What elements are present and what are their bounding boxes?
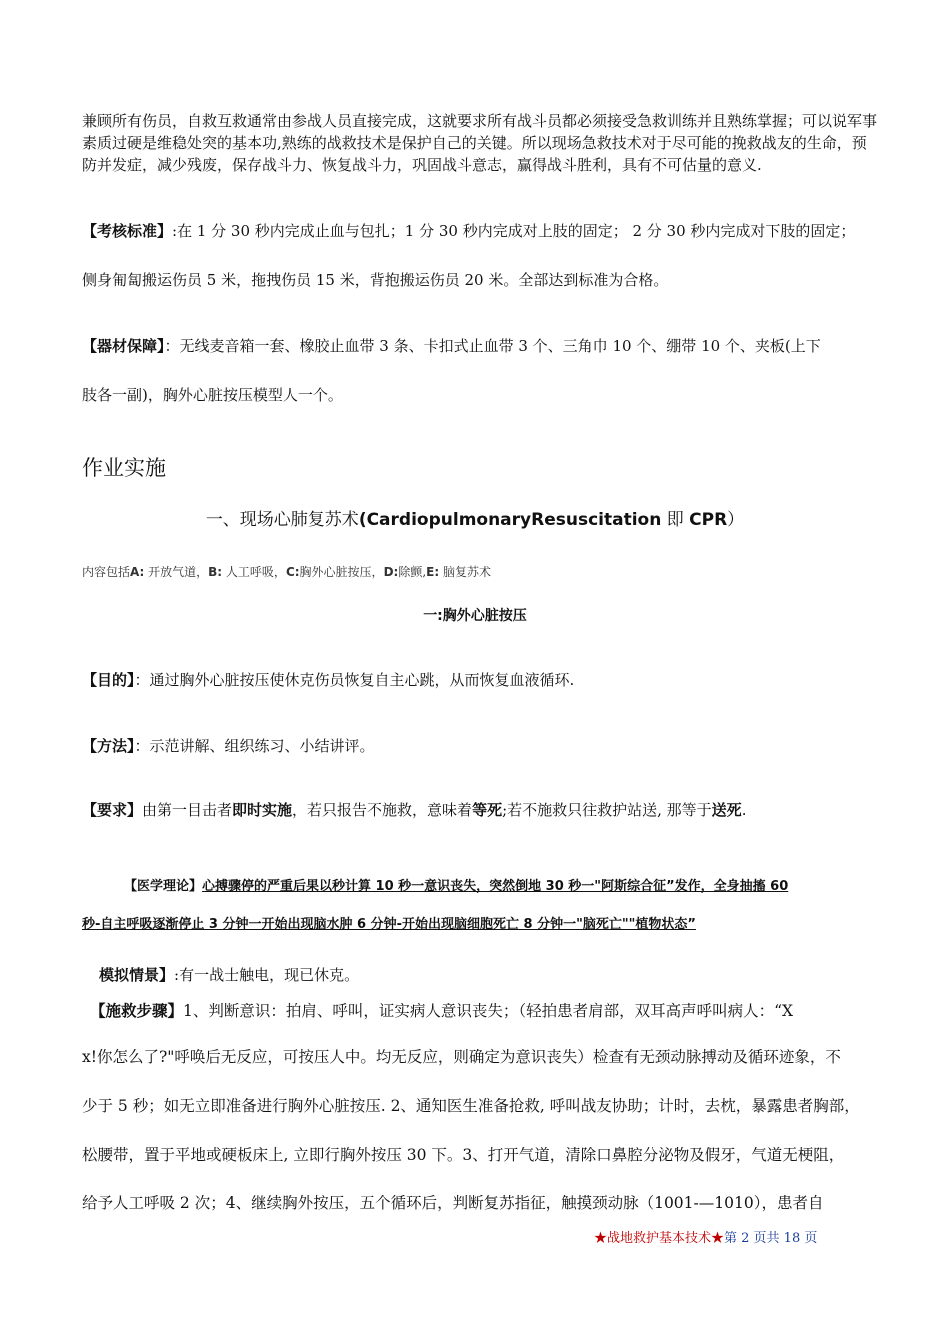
contents-d-text: 除颤, <box>398 565 427 579</box>
page-footer <box>594 1227 817 1246</box>
requirement-text-1: 由第一目击者 <box>142 801 233 819</box>
requirement-bold-2: 等死 <box>472 801 503 819</box>
scenario-label: 模拟情景】 <box>99 966 175 984</box>
contents-a-text: 开放气道， <box>144 565 209 579</box>
requirement-text-4: . <box>741 801 747 819</box>
contents-c: C: <box>285 565 300 579</box>
equipment-label: 【器材保障】 <box>82 337 165 355</box>
cpr-title-middle: 即 <box>661 510 690 530</box>
requirement-bold-3: 送死 <box>711 801 742 819</box>
section-title: 作业实施 <box>82 456 166 480</box>
requirement-line <box>82 799 746 820</box>
purpose-text: ：通过胸外心脏按压使休克伤员恢复自主心跳，从而恢复血液循环. <box>134 671 575 689</box>
assessment-line-1 <box>82 220 855 241</box>
scenario-text: :有一战士触电，现已休克。 <box>174 966 360 984</box>
requirement-bold-1: 即时实施 <box>232 801 293 819</box>
cpr-title-english: (CardiopulmonaryResuscitation <box>358 510 662 530</box>
intro-paragraph: 兼顾所有伤员，自救互救通常由参战人员直接完成，这就要求所有战斗员都必须接受急救训练并且熟练掌握；可以说军事素质过硬是维稳处突的基本功,熟练的战救技术是保护自己的关键。所以现场急救技术对于尽可能的挽救战友的生命，预防并发症，减少残废，保存战斗力、恢复战斗力，巩固战斗意志，赢得战斗胜利，具有不可估量的意义. <box>82 112 878 174</box>
contents-b: B: <box>208 565 223 579</box>
steps-line-5: 给予人工呼吸 2 次；4、继续胸外按压，五个循环后，判断复苏指征，触摸颈动脉（1001-—1010），患者自 <box>82 1194 824 1212</box>
method-label: 【方法】 <box>82 737 135 755</box>
equipment-text-1: ：无线麦音箱一套、橡胶止血带 3 条、卡扣式止血带 3 个、三角巾 10 个、绷带 10 个、夹板(上下 <box>164 337 821 355</box>
scenario-line <box>99 964 359 985</box>
steps-label: 【施救步骤】 <box>90 1002 184 1020</box>
requirement-text-3: ;若不施救只往救护站送, 那等于 <box>502 801 712 819</box>
cpr-title-prefix: 一、现场心肺复苏术 <box>205 510 359 530</box>
contents-b-text: 人工呼吸， <box>222 565 286 579</box>
method-text: ：示范讲解、组织练习、小结讲评。 <box>134 737 375 755</box>
assessment-text-1: :在 1 分 30 秒内完成止血与包扎；1 分 30 秒内完成对上肢的固定； 2 分 30 秒内完成对下肢的固定； <box>172 222 856 240</box>
theory-label: 【医学理论】 <box>124 879 203 894</box>
equipment-line-1 <box>82 335 821 356</box>
contents-e-text: 脑复苏术 <box>439 565 491 579</box>
assessment-label: 【考核标准】 <box>82 222 173 240</box>
requirement-label: 【要求】 <box>82 801 143 819</box>
contents-a: A: <box>130 565 145 579</box>
footer-doc-title: ★战地救护基本技术★ <box>594 1231 725 1246</box>
steps-line-4: 松腰带，置于平地或硬板床上, 立即行胸外按压 30 下。3、打开气道，清除口鼻腔分泌物及假牙，气道无梗阻， <box>82 1146 845 1164</box>
footer-page-number: 第 2 页共 18 页 <box>724 1231 818 1246</box>
contents-e: E: <box>426 565 440 579</box>
steps-line-2: x!你怎么了?"呼唤后无反应，可按压人中。均无反应，则确定为意识丧失）检查有无颈动脉搏动及循环迹象，不 <box>82 1048 841 1066</box>
purpose-line <box>82 669 574 690</box>
steps-text-1: 1、判断意识：拍肩、呼叫，证实病人意识丧失；（轻拍患者肩部，双耳高声呼叫病人：“X <box>183 1002 794 1020</box>
contents-c-text: 胸外心脏按压， <box>299 565 384 579</box>
assessment-line-2: 侧身匍匐搬运伤员 5 米，拖拽伤员 15 米，背抱搬运伤员 20 米。全部达到标准为合格。 <box>82 271 669 289</box>
steps-line-1 <box>90 999 793 1021</box>
contents-prefix: 内容包括 <box>82 565 131 579</box>
contents-line <box>82 563 491 580</box>
cpr-title <box>0 505 950 530</box>
purpose-label: 【目的】 <box>82 671 135 689</box>
equipment-line-2: 肢各一副)，胸外心脏按压模型人一个。 <box>82 386 343 404</box>
theory-line-1 <box>124 875 788 894</box>
requirement-text-2: ，若只报告不施救，意味着 <box>292 801 473 819</box>
theory-line-2: 秒-自主呼吸逐渐停止 3 分钟一开始出现脑水肿 6 分钟-开始出现脑细胞死亡 8 分钟一"脑死亡""植物状态” <box>82 917 696 932</box>
cpr-title-abbr: CPR <box>689 510 728 530</box>
contents-d: D: <box>383 565 399 579</box>
subsection-title: 一:胸外心脏按压 <box>423 608 527 624</box>
steps-line-3: 少于 5 秒；如无立即准备进行胸外心脏按压. 2、通知医生准备抢救, 呼叫战友协助；计时，去枕，暴露患者胸部， <box>82 1097 860 1115</box>
cpr-title-suffix: ） <box>727 510 745 530</box>
theory-text-1: 心搏骤停的严重后果以秒计算 10 秒一意识丧失，突然倒地 30 秒一"阿斯综合征”发作，全身抽搐 60 <box>202 879 789 894</box>
method-line <box>82 735 375 756</box>
